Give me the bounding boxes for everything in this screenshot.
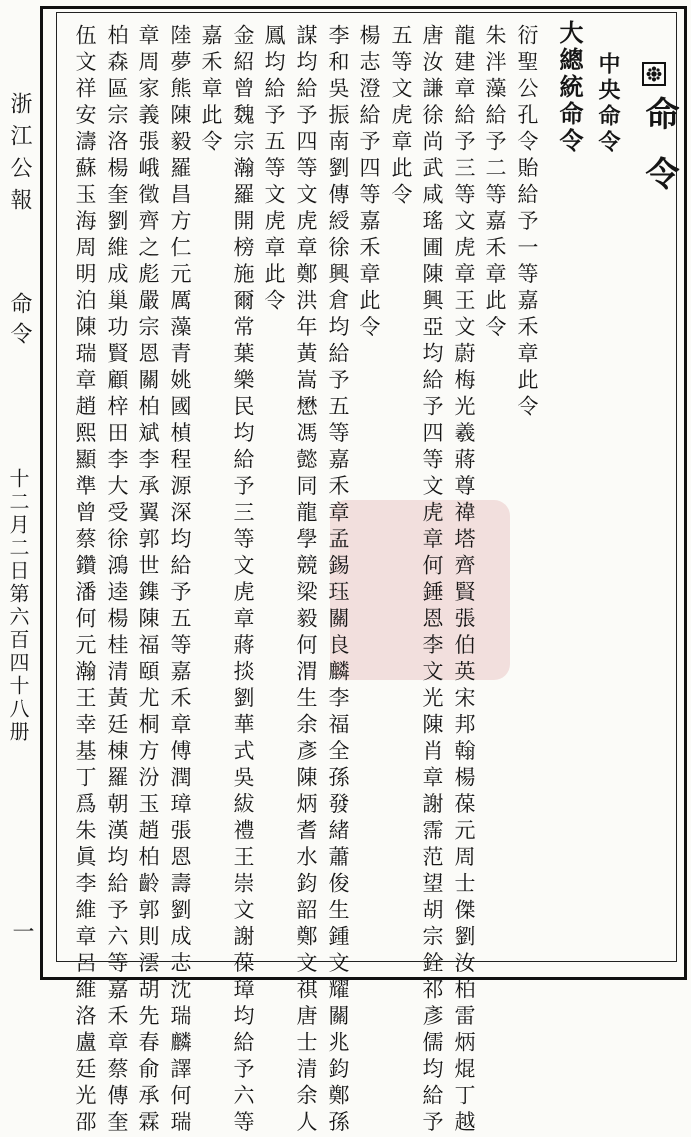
text-column: 朱泮藻給予二等嘉禾章此令 <box>483 24 507 342</box>
text-column: 唐汝謙徐尚武咸瑤圃陳興亞均給予四等文虎章何錘恩李文光陳肖章謝霈范望胡宗銓祁彥儒均給予 <box>420 24 444 1137</box>
text-column: 伍文祥安濤蘇玉海周明泊陳瑞章趙熙顯準曾蔡鑽潘何元瀚王幸基丁爲朱眞李維章呂維洛盧廷光邵 <box>73 24 97 1137</box>
text-column: 衍聖公孔令貽給予一等嘉禾章此令 <box>515 24 539 422</box>
text-column: 柏森區宗洛楊奎劉維成巢功賢顧梓田李大受徐鴻逵楊桂清黃廷棟羅朝漢均給予六等嘉禾章蔡傳奎 <box>105 24 129 1137</box>
text-column: 鳳均給予五等文虎章此令 <box>262 24 286 316</box>
text-column: 楊志澄給予四等嘉禾章此令 <box>357 24 381 342</box>
category-title: 大總統命令 <box>555 20 584 155</box>
ornament-seal-icon <box>642 62 666 86</box>
text-column: 章周家義張峨徵齊之彪嚴宗恩關柏斌李承翼郭世鏶陳福頤尤桐方汾玉趙柏齡郭則澐胡先春俞承霖 <box>136 24 160 1137</box>
subsection-title: 中央命令 <box>595 52 621 156</box>
issue-date: 十二月二日第六百四十八册 <box>6 468 30 744</box>
text-column: 謀均給予四等文虎章鄭洪年黃嵩懋馮懿同龍學競梁毅何渭生余彥陳炳耆水鈞韶鄭文祺唐士清余人 <box>294 24 318 1137</box>
text-column: 陸夢熊陳毅羅昌方仁元厲藻青姚國楨程源深均給予五等嘉禾章傅潤璋張恩壽劉成志沈瑞麟譯何瑞 <box>168 24 192 1137</box>
text-column: 五等文虎章此令 <box>389 24 413 210</box>
text-column: 龍建章給予三等文虎章王文蔚梅光羲蔣尊禕塔齊賢張伯英宋邦翰楊葆元周士傑劉汝柏雷炳焜丁越 <box>452 24 476 1137</box>
text-column: 李和吳振南劉傳綬徐興倉均給予五等嘉禾章孟錫珏關良麟李福全孫發緒蕭俊生鍾文耀關兆鈞鄭孫 <box>326 24 350 1137</box>
text-column: 金紹曾魏宗瀚羅開榜施爾常葉樂民均給予三等文虎章蔣掞劉華式吳紱禮王崇文謝葆璋均給予六等 <box>231 24 255 1137</box>
publication-name: 浙江公報 <box>7 92 32 220</box>
page-mark: 一 <box>9 920 34 942</box>
margin-section-label: 命令 <box>7 292 32 352</box>
text-column: 嘉禾章此令 <box>199 24 223 157</box>
section-title: 命令 <box>639 96 679 216</box>
